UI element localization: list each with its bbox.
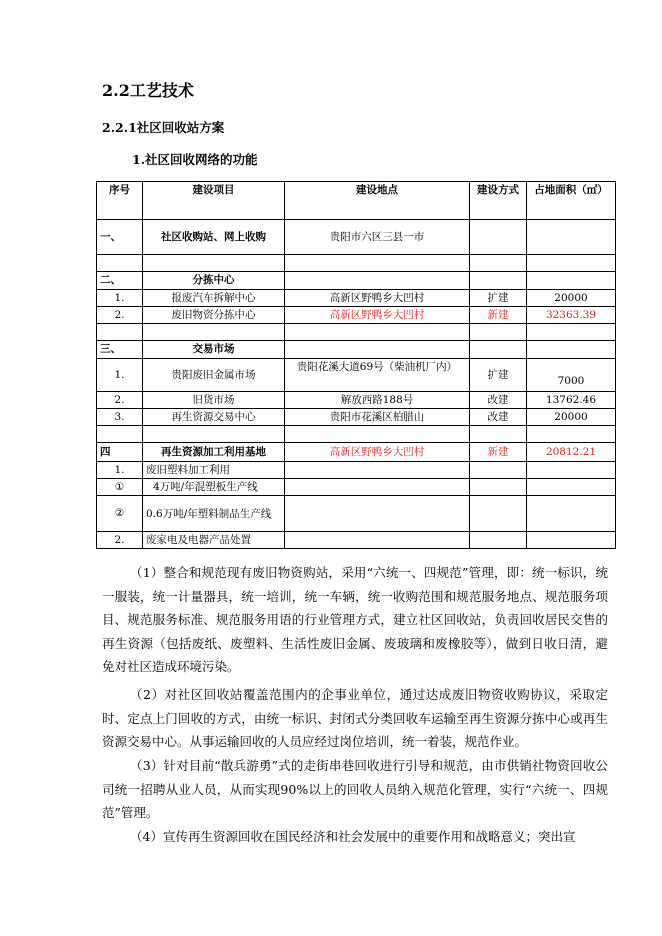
row-item: 再生资源交易中心 (143, 409, 285, 426)
row-item: 社区收购站、网上收购 (143, 220, 285, 255)
row-no: 一、 (97, 220, 143, 255)
row-area: 13762.46 (527, 392, 616, 409)
table-row (97, 307, 616, 324)
row-item: 废旧物资分拣中心 (143, 307, 285, 324)
table-row (97, 341, 616, 359)
table-row (97, 290, 616, 307)
row-method (470, 255, 527, 272)
row-location (285, 341, 470, 359)
row-no: 四 (97, 443, 143, 462)
row-item: 废旧塑料加工利用 (143, 462, 285, 479)
table-row (97, 479, 616, 496)
row-method (470, 496, 527, 532)
row-location (285, 255, 470, 272)
row-item: 0.6万吨/年塑料制品生产线 (143, 496, 285, 532)
row-area (527, 255, 616, 272)
row-location: 高新区野鸭乡大凹村 (285, 443, 470, 462)
row-no: ① (97, 479, 143, 496)
row-location (285, 324, 470, 341)
row-method: 改建 (470, 409, 527, 426)
table-row (97, 220, 616, 255)
row-no: ② (97, 496, 143, 532)
row-area (527, 496, 616, 532)
row-method: 新建 (470, 443, 527, 462)
row-item: 旧货市场 (143, 392, 285, 409)
header-item: 建设项目 (143, 182, 285, 220)
row-no (97, 426, 143, 443)
header-no: 序号 (97, 182, 143, 220)
construction-table (96, 181, 616, 549)
row-location: 贵阳花溪大道69号（柴油机厂内） (285, 359, 470, 392)
row-location: 贵阳市六区三县一市 (285, 220, 470, 255)
table-header-row (97, 182, 616, 220)
row-method (470, 341, 527, 359)
row-item: 报废汽车拆解中心 (143, 290, 285, 307)
row-no: 三、 (97, 341, 143, 359)
row-method (470, 272, 527, 290)
paragraph-3: （3）针对目前“散兵游勇”式的走街串巷回收进行引导和规范，由市供销社物资回收公司统一招聘从业人员，从而实现90%以上的回收人员纳入规范化管理，实行“六统一、四规范”管理。 (102, 758, 608, 820)
sub-heading: 1.社区回收网络的功能 (132, 152, 258, 167)
row-item (143, 426, 285, 443)
table-row (97, 443, 616, 462)
row-method (470, 462, 527, 479)
header-location: 建设地点 (285, 182, 470, 220)
table-row (97, 392, 616, 409)
row-no (97, 255, 143, 272)
row-location (285, 272, 470, 290)
row-area (527, 220, 616, 255)
row-no: 二、 (97, 272, 143, 290)
row-location (285, 496, 470, 532)
row-item: 再生资源加工利用基地 (143, 443, 285, 462)
row-location: 高新区野鸭乡大凹村 (285, 307, 470, 324)
row-location (285, 426, 470, 443)
row-area (527, 272, 616, 290)
row-item (143, 324, 285, 341)
row-no: 1. (97, 462, 143, 479)
header-method: 建设方式 (470, 182, 527, 220)
table-row-empty (97, 324, 616, 341)
row-method (470, 220, 527, 255)
row-location (285, 532, 470, 549)
row-area: 20000 (527, 290, 616, 307)
paragraph-1: （1）整合和规范现有废旧物资购站，采用“六统一、四规范”管理，即：统一标识，统一服装，统一计量器具，统一培训，统一车辆，统一收购范围和规范服务地点、规范服务项目、规范服务标准、规范服务用语的行业管理方式，建立社区回收站，负责回收居民交售的再生资源（包括废纸、废塑料、生活性废旧金属、废玻璃和废橡胶等），做到日收日清，避免对社区造成环境污染。 (102, 565, 608, 674)
row-method (470, 532, 527, 549)
paragraph-2: （2）对社区回收站覆盖范围内的企事业单位，通过达成废旧物资收购协议，采取定时、定点上门回收的方式，由统一标识、封闭式分类回收车运输至再生资源分拣中心或再生资源交易中心。从事运输回收的人员应经过岗位培训，统一着装，规范作业。 (102, 687, 608, 749)
row-no (97, 324, 143, 341)
table-row (97, 409, 616, 426)
row-no: 1. (97, 359, 143, 392)
row-method: 扩建 (470, 290, 527, 307)
row-method: 扩建 (470, 359, 527, 392)
row-area: 7000 (527, 359, 616, 392)
row-area: 20812.21 (527, 443, 616, 462)
header-area: 占地面积（㎡） (527, 182, 616, 220)
table-row-empty (97, 255, 616, 272)
row-no: 3. (97, 409, 143, 426)
row-item: 贵阳废旧金属市场 (143, 359, 285, 392)
row-method (470, 426, 527, 443)
row-item: 分拣中心 (143, 272, 285, 290)
row-location: 解放西路188号 (285, 392, 470, 409)
row-method (470, 479, 527, 496)
row-method: 新建 (470, 307, 527, 324)
row-location (285, 479, 470, 496)
row-item: 交易市场 (143, 341, 285, 359)
row-item: 废家电及电器产品处置 (143, 532, 285, 549)
table-row (97, 272, 616, 290)
row-item: 4万吨/年混塑板生产线 (143, 479, 285, 496)
row-area (527, 426, 616, 443)
row-area (527, 462, 616, 479)
row-area (527, 532, 616, 549)
table-row (97, 462, 616, 479)
table-row (97, 496, 616, 532)
row-item (143, 255, 285, 272)
row-method: 改建 (470, 392, 527, 409)
row-no: 2. (97, 392, 143, 409)
row-no: 2. (97, 532, 143, 549)
row-area: 32363.39 (527, 307, 616, 324)
row-no: 1. (97, 290, 143, 307)
row-method (470, 324, 527, 341)
subsection-title: 2.2.1社区回收站方案 (102, 120, 225, 135)
section-title: 2.2工艺技术 (102, 81, 194, 100)
row-area (527, 324, 616, 341)
row-location (285, 462, 470, 479)
row-no: 2. (97, 307, 143, 324)
table-row (97, 359, 616, 392)
row-location: 贵阳市花溪区柏腊山 (285, 409, 470, 426)
row-area: 20000 (527, 409, 616, 426)
table-row-empty (97, 426, 616, 443)
row-location: 高新区野鸭乡大凹村 (285, 290, 470, 307)
table-row (97, 532, 616, 549)
row-area (527, 341, 616, 359)
paragraph-4: （4）宣传再生资源回收在国民经济和社会发展中的重要作用和战略意义；突出宣 (130, 829, 576, 844)
row-area (527, 479, 616, 496)
